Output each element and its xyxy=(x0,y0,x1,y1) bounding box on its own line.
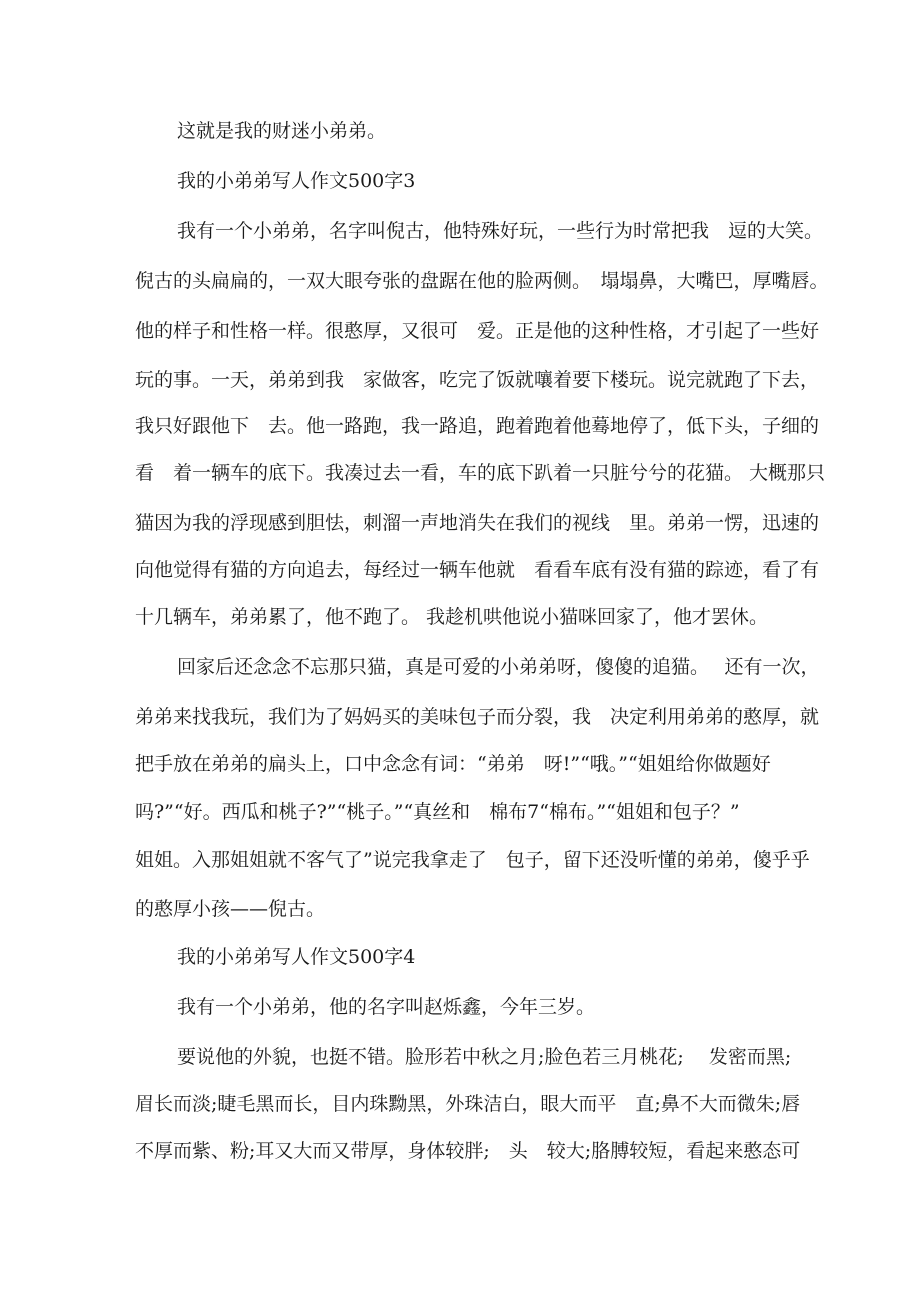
text-line: 他的样子和性格一样。很憨厚，又很可 爱。正是他的这种性格，才引起了一些好 xyxy=(135,320,820,342)
text-line: 回家后还念念不忘那只猫，真是可爱的小弟弟呀，傻傻的追猫。 还有一次， xyxy=(177,656,820,678)
text-line: 这就是我的财迷小弟弟。 xyxy=(177,120,387,142)
text-line: 看 着一辆车的底下。我凑过去一看，车的底下趴着一只脏兮兮的花猫。 大概那只 xyxy=(135,462,826,484)
text-line: 向他觉得有猫的方向追去，每经过一辆车他就 看看车底有没有猫的踪迹，看了有 xyxy=(135,559,820,581)
section-heading: 我的小弟弟写人作文500字3 xyxy=(177,170,416,192)
text-line: 弟弟来找我玩，我们为了妈妈买的美味包子而分裂，我 决定利用弟弟的憨厚，就 xyxy=(135,706,820,728)
text-line: 倪古的头扁扁的，一双大眼夸张的盘踞在他的脸两侧。 塌塌鼻，大嘴巴，厚嘴唇。 xyxy=(135,270,829,292)
text-line: 猫因为我的浮现感到胆怯，刺溜一声地消失在我们的视线 里。弟弟一愣，迅速的 xyxy=(135,512,820,534)
text-line: 姐姐。入那姐姐就不客气了”说完我拿走了 包子，留下还没听懂的弟弟，傻乎乎 xyxy=(135,849,810,871)
text-line: 把手放在弟弟的扁头上，口中念念有词：“弟弟 呀!”“哦。”“姐姐给你做题好 xyxy=(135,753,771,775)
text-line: 十几辆车，弟弟累了，他不跑了。 我趁机哄他说小猫咪回家了，他才罢休。 xyxy=(135,606,769,628)
text-line: 吗?”“好。西瓜和桃子?”“桃子。”“真丝和 棉布7“棉布。”“姐姐和包子？” xyxy=(135,801,740,823)
text-line: 不厚而紫、粉;耳又大而又带厚，身体较胖; 头 较大;胳膊较短，看起来憨态可 xyxy=(135,1140,801,1162)
text-line: 我只好跟他下 去。他一路跑，我一路追，跑着跑着他蓦地停了，低下头，子细的 xyxy=(135,415,820,437)
text-line: 要说他的外貌，也挺不错。脸形若中秋之月;脸色若三月桃花; 发密而黑; xyxy=(177,1046,792,1068)
text-line: 的憨厚小孩——倪古。 xyxy=(135,898,326,920)
text-line: 眉长而淡;睫毛黑而长，目内珠黝黑，外珠洁白，眼大而平 直;鼻不大而微朱;唇 xyxy=(135,1093,801,1115)
text-line: 我有一个小弟弟，他的名字叫赵烁鑫，今年三岁。 xyxy=(177,996,596,1018)
text-line: 我有一个小弟弟，名字叫倪古，他特殊好玩，一些行为时常把我 逗的大笑。 xyxy=(177,220,824,242)
section-heading: 我的小弟弟写人作文500字4 xyxy=(177,946,416,968)
text-line: 玩的事。一天，弟弟到我 家做客，吃完了饭就嚷着要下楼玩。说完就跑了下去， xyxy=(135,369,820,391)
